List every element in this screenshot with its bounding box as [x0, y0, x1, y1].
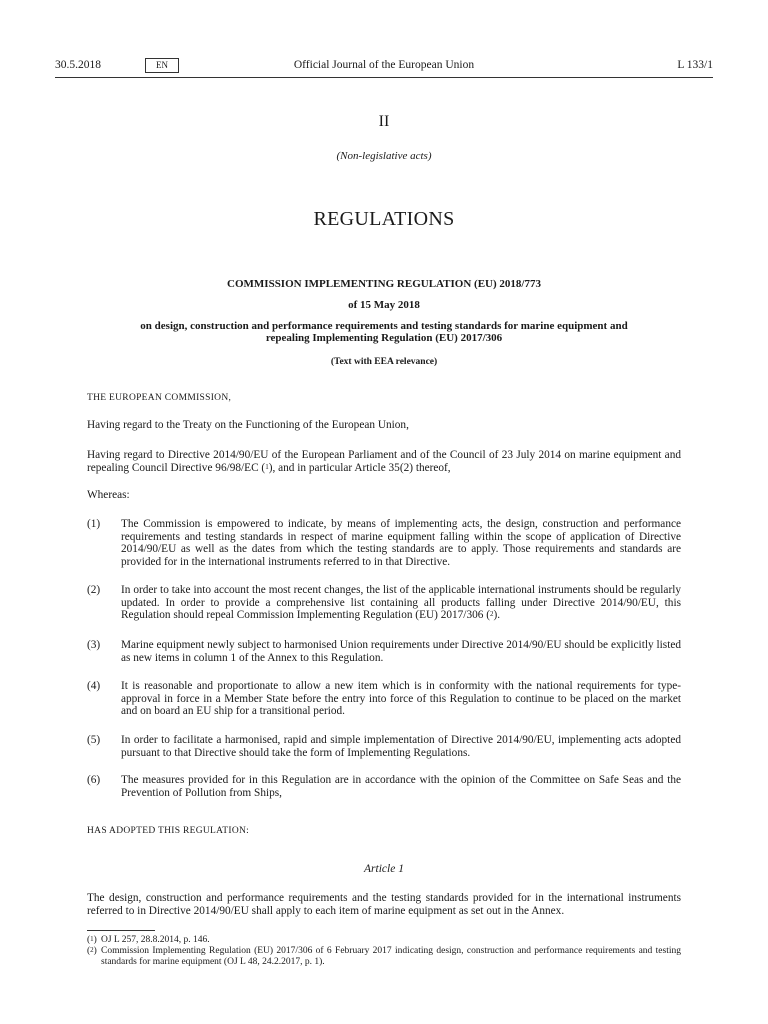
header-divider: [55, 77, 713, 78]
recital-text: The Commission is empowered to indicate, by means of implementing acts, the design, construction and performance requirements and testing standards in respect of marine equipment falling within the scope of application of Directive 2014/90/EU as well as the dates from which the testing standards are to apply. Those requirements and standards are provided for in the international instruments referred to in that Directive.: [121, 518, 681, 568]
publication-date: 30.5.2018: [55, 59, 101, 71]
recital: [87, 774, 681, 799]
recital-text: The measures provided for in this Regulation are in accordance with the opinion of the Committee on Safe Seas and the Prevention of Pollution from Ships,: [121, 774, 681, 799]
whereas-heading: Whereas:: [87, 489, 130, 501]
directive-citation: Having regard to Directive 2014/90/EU of the European Parliament and of the Council of 23 July 2014 on marine equipment and repealing Council Directive 96/98/EC ($^1$), and in particular Article 35(2) thereof,: [87, 449, 681, 474]
article-heading: Article 1: [364, 863, 404, 875]
recital-number: (4): [87, 680, 101, 692]
recital: [87, 518, 681, 568]
regulation-title: COMMISSION IMPLEMENTING REGULATION (EU) 2018/773: [227, 278, 541, 290]
recital-text: In order to take into account the most recent changes, the list of the applicable international instruments should be regularly updated. In order to provide a comprehensive list containing all products falling under Directive 2014/90/EU, this Regulation should repeal Commission Implementing Regulation (EU) 2017/306 ($^2$).: [121, 584, 681, 621]
page-reference: L 133/1: [677, 59, 713, 71]
footnote-divider: [87, 930, 155, 931]
footnote: ($^2$) Commission Implementing Regulation (EU) 2017/306 of 6 February 2017 indicating design, construction and performance requirements and testing standards for marine equipment (OJ L 48, 24.2.2017, p. 1).: [87, 946, 681, 967]
recital: [87, 680, 681, 718]
section-heading: REGULATIONS: [313, 208, 455, 230]
footnote-text: Commission Implementing Regulation (EU) 2017/306 of 6 February 2017 indicating design, construction and performance requirements and testing standards for marine equipment (OJ L 48, 24.2.2017, p. 1).: [101, 946, 681, 967]
recital-number: (6): [87, 774, 101, 786]
footnote: ($^1$) OJ L 257, 28.8.2014, p. 146.: [87, 935, 681, 946]
recital-number: (2): [87, 584, 101, 596]
recital-number: (5): [87, 734, 101, 746]
series-number: II: [378, 113, 390, 130]
recital-text: In order to facilitate a harmonised, rapid and simple implementation of Directive 2014/90/EU, implementing acts adopted pursuant to that Directive should take the form of Implementing Regulations.: [121, 734, 681, 759]
act-category: (Non-legislative acts): [336, 150, 432, 162]
commission-line: THE EUROPEAN COMMISSION,: [87, 393, 232, 403]
recital: [87, 639, 681, 664]
journal-title: Official Journal of the European Union: [293, 59, 475, 71]
recital-number: (1): [87, 518, 101, 530]
recital-text: Marine equipment newly subject to harmonised Union requirements under Directive 2014/90/EU should be explicitly listed as new items in column 1 of the Annex to this Regulation.: [121, 639, 681, 664]
footnote-text: OJ L 257, 28.8.2014, p. 146.: [101, 935, 210, 945]
treaty-citation: Having regard to the Treaty on the Functioning of the European Union,: [87, 419, 409, 431]
eea-relevance: (Text with EEA relevance): [330, 357, 438, 367]
footnote-ref-2[interactable]: 2: [489, 610, 494, 618]
adoption-line: HAS ADOPTED THIS REGULATION:: [87, 826, 250, 836]
footnote-ref-1[interactable]: 1: [265, 462, 269, 471]
page-header: [55, 59, 713, 77]
language-badge: EN: [145, 58, 179, 73]
regulation-date: of 15 May 2018: [348, 299, 420, 311]
recital-number: (3): [87, 639, 101, 651]
regulation-subject: on design, construction and performance requirements and testing standards for marine equipment and repealing Implementing Regulation (EU) 2017/306: [140, 320, 628, 344]
recital-text: It is reasonable and proportionate to allow a new item which is in conformity with the national requirements for type-approval in force in a Member State before the entry into force of this Regulation to continue to be placed on the market and on board an EU ship for a transitional period.: [121, 680, 681, 717]
recital: [87, 734, 681, 759]
recital: [87, 584, 681, 622]
article-text: The design, construction and performance requirements and the testing standards provided for in the international instruments referred to in Directive 2014/90/EU shall apply to each item of marine equipment as set out in the Annex.: [87, 892, 681, 917]
